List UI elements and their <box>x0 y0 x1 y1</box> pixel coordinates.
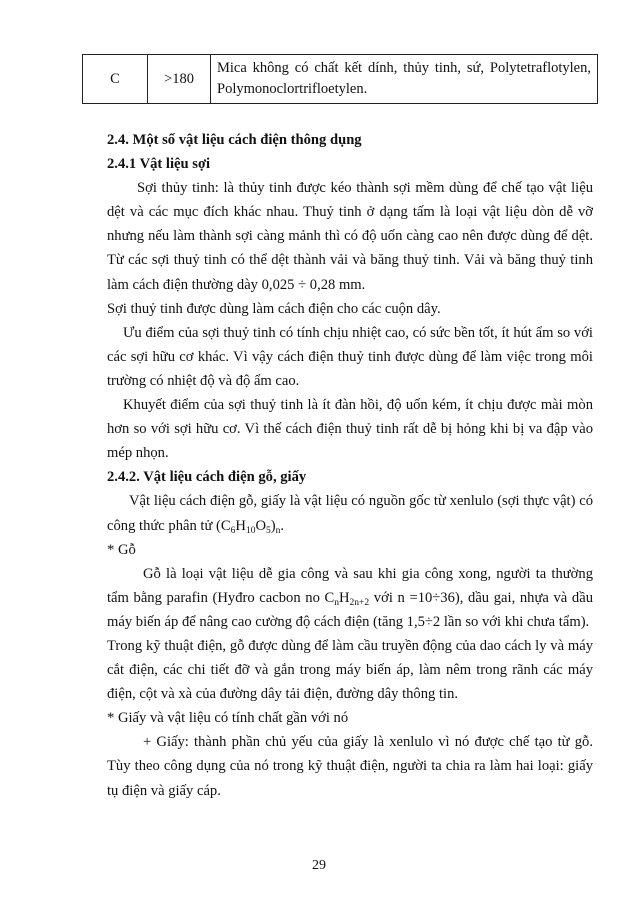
text-span: Gỗ là loại vật liệu dễ gia công và sau khi gia công xong, người ta thường tẩm bằng parafin (Hyđro cacbon no C <box>107 565 593 606</box>
subsection-heading-wood-paper: 2.4.2. Vật liệu cách điện gỗ, giấy <box>107 469 307 486</box>
paragraph: Sợi thuỷ tinh được dùng làm cách điện cho các cuộn dây. <box>107 300 441 317</box>
paragraph: + Giấy: thành phần chủ yếu của giấy là xenlulo vì nó được chế tạo từ gỗ. Tùy theo công dụng của nó trong kỹ thuật điện, người ta chia ra làm hai loại: giấy tụ điện và giấy cáp. <box>107 734 593 799</box>
paragraph: Trong kỹ thuật điện, gỗ được dùng để làm cầu truyền động của dao cách ly và máy cắt điện, các chi tiết đỡ và gắn trong máy biến áp, làm nêm trong rãnh các máy điện, cột và xà của đường dây tải điện, đường dây thông tin. <box>107 637 593 703</box>
paragraph: Khuyết điểm của sợi thuỷ tinh là ít đàn hồi, độ uốn kém, ít chịu được mài mòn hơn so với sợi hữu cơ. Vì thế cách điện thuỷ tinh rất dễ bị hỏng khi bị va đập vào mép nhọn. <box>107 397 593 462</box>
page-number: 29 <box>312 858 326 873</box>
paper-title: * Giấy và vật liệu có tính chất gần với nó <box>107 710 349 727</box>
formula-symbol: H <box>339 589 350 606</box>
formula-symbol: H <box>235 517 246 534</box>
formula-symbol: O <box>255 517 266 534</box>
formula-subscript: n <box>275 525 281 536</box>
formula-subscript: n <box>334 597 339 608</box>
formula-subscript: 6 <box>230 525 236 536</box>
formula-subscript: 5 <box>265 525 271 536</box>
text-span: với n =10÷36), dầu gai, nhựa và dầu máy biến áp để nâng cao cường độ cách điện (tăng 1,5÷2 lần so với khi chưa tẩm). <box>107 589 593 630</box>
formula-subscript: 10 <box>245 525 256 536</box>
paragraph-formula <box>107 562 593 634</box>
wood-title: * Gỗ <box>107 541 136 558</box>
table-row <box>83 55 598 104</box>
body-text <box>107 128 593 803</box>
subsection-heading-fiber: 2.4.1 Vật liệu sợi <box>107 156 211 173</box>
paragraph-formula <box>107 489 593 537</box>
temperature-cell: >180 <box>148 55 211 104</box>
material-cell: Mica không có chất kết dính, thủy tinh, sứ, Polytetraflotylen, Polymonoclortrifloetylen. <box>211 55 598 104</box>
formula-symbol: ) <box>270 517 276 534</box>
insulation-class-table <box>82 54 598 104</box>
text-span: . <box>280 517 285 534</box>
formula-subscript: 2n+2 <box>349 597 370 608</box>
section-heading: 2.4. Một số vật liệu cách điện thông dụng <box>107 132 362 148</box>
class-cell: C <box>83 55 148 104</box>
paragraph: Sợi thủy tinh: là thủy tinh được kéo thành sợi mềm dùng để chế tạo vật liệu dệt và các mục đích khác nhau. Thuỷ tinh ở dạng tấm là loại vật liệu dòn dễ vỡ nhưng nếu làm thành sợi càng mảnh thì có độ uốn càng cao nên được dùng để dệt. Từ các sợi thuỷ tinh có thể dệt thành vải và băng thuỷ tinh. Vải và băng thuỷ tinh làm cách điện thường dày 0,025 ÷ 0,28 mm. <box>107 180 593 293</box>
paragraph: Ưu điểm của sợi thuỷ tinh có tính chịu nhiệt cao, có sức bền tốt, ít hút ẩm so với các sợi hữu cơ khác. Vì vậy cách điện thuỷ tinh được dùng để làm việc trong môi trường có nhiệt độ và độ ẩm cao. <box>107 324 593 389</box>
text-span: Vật liệu cách điện gỗ, giấy là vật liệu có nguồn gốc từ xenlulo (sợi thực vật) có công thức phân tử (C <box>107 493 593 534</box>
